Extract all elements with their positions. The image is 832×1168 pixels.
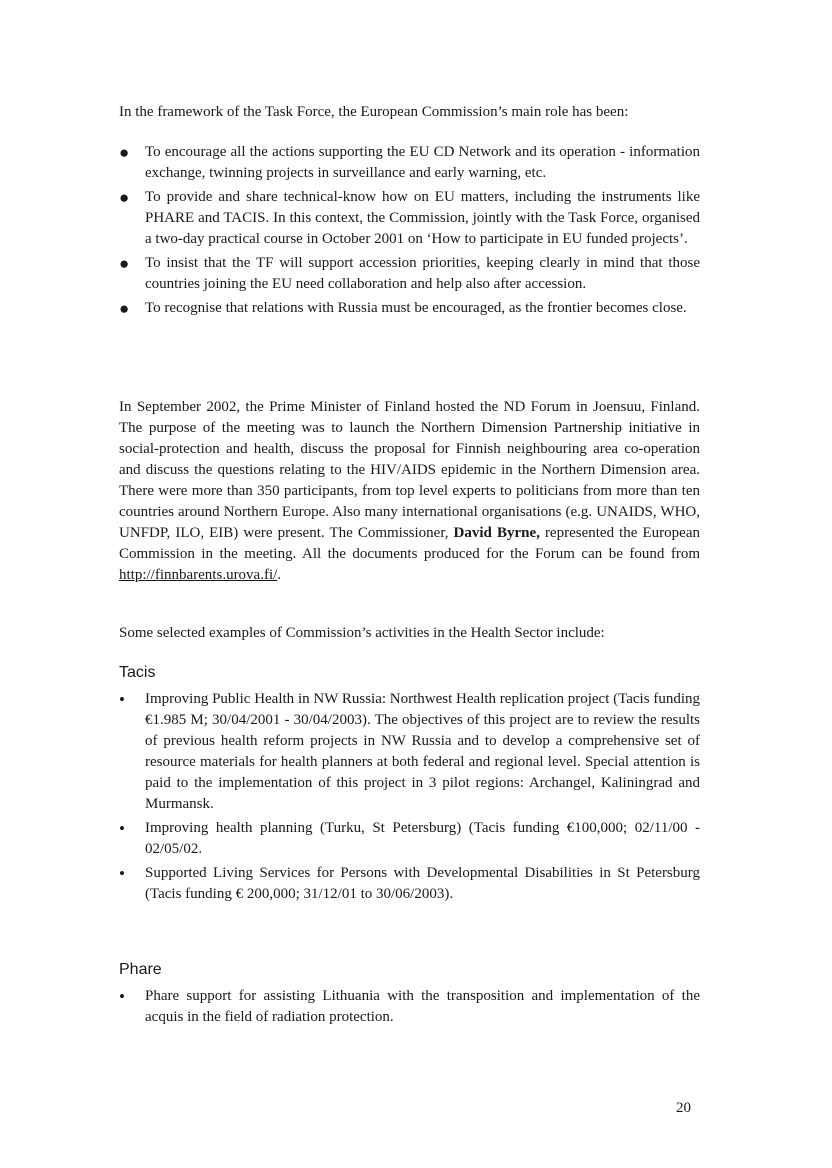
commission-roles-list (119, 142, 700, 322)
list-item: ● To insist that the TF will support accession priorities, keeping clearly in mind that those countries joining the EU need collaboration and help also after accession. (119, 254, 700, 292)
list-item: • Improving Public Health in NW Russia: Northwest Health replication project (Tacis funding €1.985 M; 30/04/2001 - 30/04/2003). The objectives of this project are to review the results of previous health reform projects in NW Russia and to develop a comprehensive set of resource materials for health planners at both federal and regional level. Special attention is paid to the implementation of this project in 3 pilot regions: Archangel, Kaliningrad and Murmansk. (119, 690, 700, 812)
list-item: ● To recognise that relations with Russia must be encouraged, as the frontier becomes close. (119, 299, 687, 318)
bullet-icon: • (119, 987, 125, 1006)
bullet-icon: ● (119, 299, 130, 318)
list-item: • Supported Living Services for Persons with Developmental Disabilities in St Petersburg (Tacis funding € 200,000; 31/12/01 to 30/06/2003). (119, 864, 700, 902)
tacis-heading: Tacis (119, 664, 156, 681)
list-item: • Improving health planning (Turku, St Petersburg) (Tacis funding €100,000; 02/11/00 - 02/05/02. (119, 819, 700, 857)
bullet-icon: ● (119, 143, 130, 162)
examples-intro: Some selected examples of Commission’s activities in the Health Sector include: (119, 625, 605, 641)
tacis-list (119, 689, 700, 908)
list-item: ● To encourage all the actions supporting the EU CD Network and its operation - information exchange, twinning projects in surveillance and early warning, etc. (119, 143, 700, 181)
forum-link[interactable]: http://finnbarents.urova.fi/ (119, 567, 278, 583)
bullet-icon: • (119, 819, 125, 838)
list-item: • Phare support for assisting Lithuania with the transposition and implementation of the acquis in the field of radiation protection. (119, 987, 700, 1025)
commissioner-name: David Byrne, (453, 525, 540, 541)
bullet-icon: ● (119, 188, 130, 207)
forum-paragraph: In September 2002, the Prime Minister of Finland hosted the ND Forum in Joensuu, Finland. The purpose of the meeting was to launch the Northern Dimension Partnership initiative in social-protection and health, discuss the proposal for Finnish neighbouring area co-operation and discuss the questions relating to the HIV/AIDS epidemic in the Northern Dimension area. There were more than 350 participants, from top level experts to politicians from more than ten countries around Northern Europe. Also many international organisations (e.g. UNAIDS, WHO, UNFDP, ILO, EIB) were present. The Commissioner, David Byrne, represented the European Commission in the meeting. All the documents produced for the Forum can be found from http://finnbarents.urova.fi/. (119, 399, 700, 583)
phare-list (119, 986, 700, 1031)
bullet-icon: ● (119, 254, 130, 273)
page-number: 20 (676, 1100, 691, 1116)
bullet-icon: • (119, 864, 125, 883)
bullet-icon: • (119, 690, 125, 709)
intro-text: In the framework of the Task Force, the European Commission’s main role has been: (119, 104, 629, 120)
phare-heading: Phare (119, 961, 162, 978)
list-item: ● To provide and share technical-know how on EU matters, including the instruments like PHARE and TACIS. In this context, the Commission, jointly with the Task Force, organised a two-day practical course in October 2001 on ‘How to participate in EU funded projects’. (119, 188, 700, 247)
